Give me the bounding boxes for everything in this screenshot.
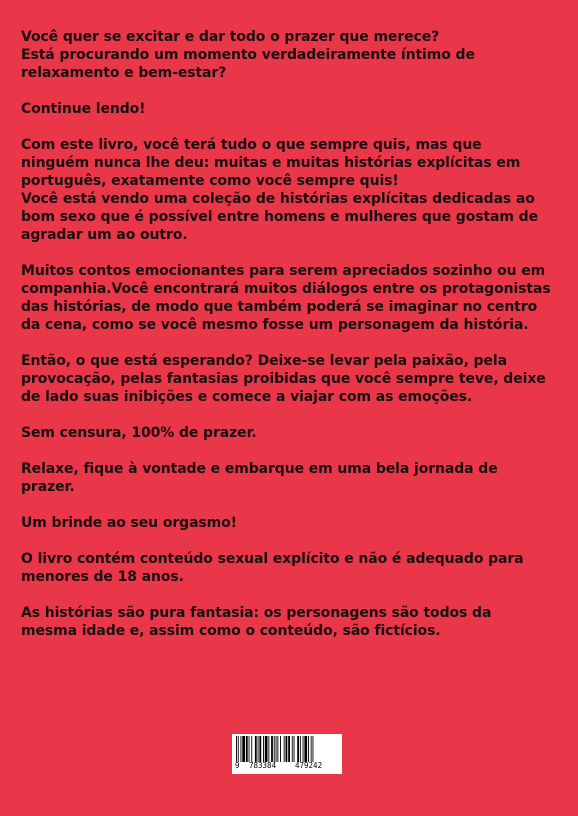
- barcode-bar: [268, 736, 269, 762]
- barcode-bar: [276, 736, 277, 762]
- barcode-bar: [292, 736, 293, 762]
- isbn-barcode: [232, 734, 342, 774]
- paragraph-intro-question: Você quer se excitar e dar todo o prazer que merece? Está procurando um momento verdadeiramente íntimo de relaxamento e bem-estar?: [21, 29, 475, 81]
- barcode-bar: [251, 736, 252, 762]
- barcode-bar: [304, 736, 307, 762]
- barcode-bar: [236, 736, 237, 762]
- barcode-bar: [259, 736, 261, 762]
- barcode-bar: [297, 736, 299, 762]
- barcode-bar: [288, 736, 290, 762]
- barcode-digits: [235, 761, 339, 771]
- paragraph-book-description: Com este livro, você terá tudo o que sempre quis, mas que ninguém nunca lhe deu: muitas e muitas histórias explícitas em português, exatamente como você sempre quis! Você está vendo uma coleção de histórias explícitas dedicadas ao bom sexo que é possível entre homens e mulheres que gostam de agradar um ao outro.: [21, 137, 538, 243]
- paragraph-no-censorship: Sem censura, 100% de prazer.: [21, 425, 257, 441]
- barcode-bar: [308, 736, 309, 762]
- barcode-bar: [303, 736, 304, 762]
- barcode-bar: [242, 736, 245, 762]
- barcode-bar: [265, 736, 268, 762]
- barcode-bar: [280, 736, 281, 762]
- barcode-bar: [274, 736, 275, 762]
- barcode-bar: [271, 736, 273, 762]
- barcode-digits-left: 783384: [249, 761, 277, 770]
- barcode-bar: [241, 736, 242, 762]
- barcode-digits-right: 479242: [295, 761, 323, 770]
- barcode-bar: [300, 736, 301, 762]
- barcode-bar: [255, 736, 257, 762]
- paragraph-stories-dialogues: Muitos contos emocionantes para serem apreciados sozinho ou em companhia.Você encontrará muitos diálogos entre os protagonistas das histórias, de modo que também poderá se imaginar no centro da cena, como se você mesmo fosse um personagem da história.: [21, 263, 551, 333]
- blurb-text: [21, 28, 551, 658]
- paragraph-age-warning: O livro contém conteúdo sexual explícito e não é adequado para menores de 18 anos.: [21, 551, 524, 585]
- paragraph-relax: Relaxe, fique à vontade e embarque em uma bela jornada de prazer.: [21, 461, 498, 495]
- barcode-bar: [286, 736, 288, 762]
- barcode-digit-first: 9: [235, 761, 240, 770]
- barcode-bar: [294, 736, 295, 762]
- barcode-bar: [238, 736, 239, 762]
- barcode-bar: [263, 736, 264, 762]
- paragraph-fiction-disclaimer: As histórias são pura fantasia: os personagens são todos da mesma idade e, assim como o conteúdo, são fictícios.: [21, 605, 492, 639]
- barcode-bar: [246, 736, 248, 762]
- paragraph-call-to-action: Então, o que está esperando? Deixe-se levar pela paixão, pela provocação, pelas fantasias proibidas que você sempre teve, deixe de lado suas inibições e comece a viajar com as emoções.: [21, 353, 546, 405]
- paragraph-continue-reading: Continue lendo!: [21, 101, 146, 117]
- barcode-bar: [258, 736, 259, 762]
- barcode-bars: [236, 736, 338, 762]
- barcode-bar: [313, 736, 314, 762]
- paragraph-toast: Um brinde ao seu orgasmo!: [21, 515, 237, 531]
- barcode-bar: [311, 736, 312, 762]
- barcode-bar: [249, 736, 250, 762]
- barcode-bar: [284, 736, 285, 762]
- barcode-bar: [277, 736, 278, 762]
